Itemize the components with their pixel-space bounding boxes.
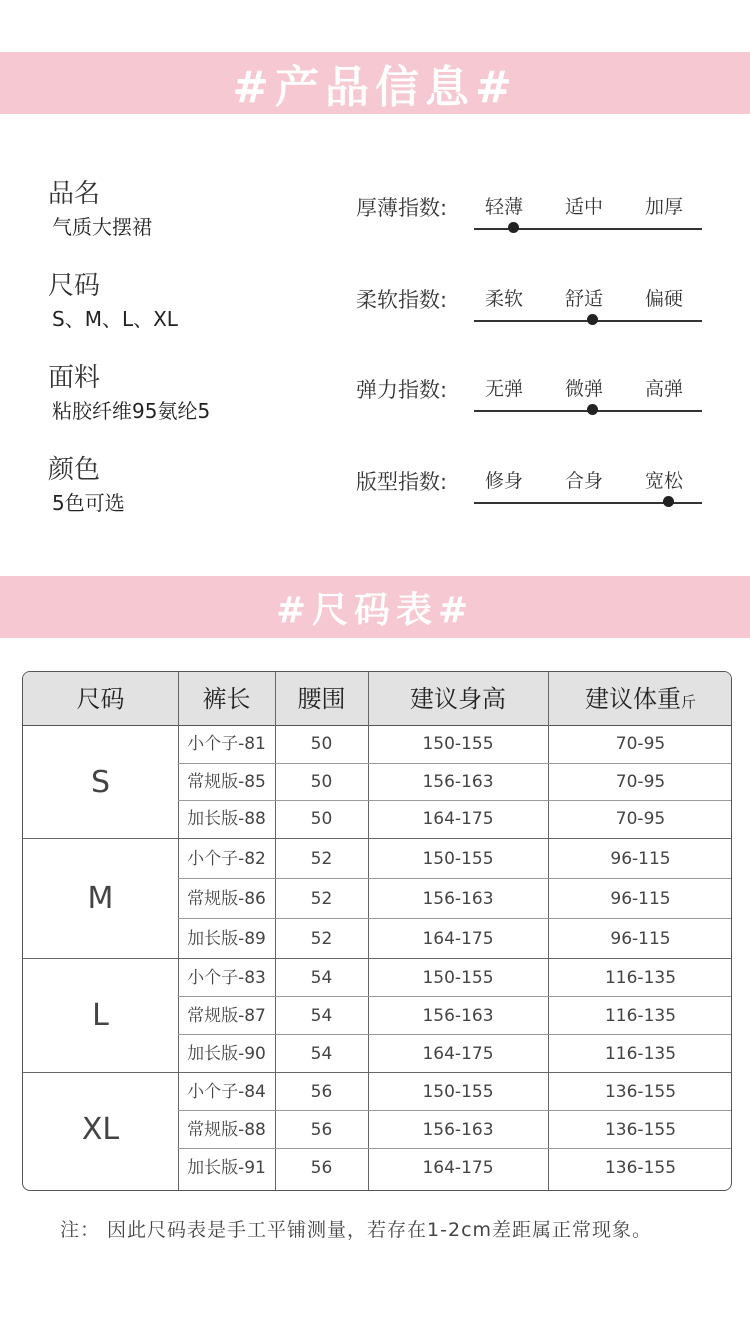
index-option: 加厚	[644, 196, 683, 218]
table-cell: 56	[310, 1120, 333, 1140]
index-row	[356, 458, 716, 518]
table-cell: 52	[310, 889, 333, 909]
info-label-size: 尺码	[48, 271, 101, 301]
table-cell: 156-163	[422, 1006, 494, 1026]
index-row	[356, 366, 716, 426]
size-group	[23, 959, 731, 1073]
table-cell: 加长版-89	[187, 929, 266, 949]
index-label: 柔软指数:	[356, 288, 448, 312]
index-marker	[587, 314, 598, 325]
size-label: S	[90, 765, 111, 800]
table-cell: 小个子-81	[187, 734, 266, 754]
table-cell: 70-95	[615, 809, 666, 830]
table-row	[178, 726, 732, 764]
header-waist: 腰围	[297, 685, 346, 713]
table-row	[178, 839, 732, 879]
index-option: 微弹	[564, 378, 603, 400]
table-cell: 150-155	[422, 849, 494, 869]
index-label: 弹力指数:	[356, 378, 448, 402]
table-cell: 116-135	[604, 968, 677, 988]
table-cell: 164-175	[422, 1158, 494, 1178]
header-height: 建议身高	[410, 685, 506, 713]
table-cell: 150-155	[422, 1082, 494, 1102]
table-cell: 54	[310, 1044, 333, 1064]
header-weight-label: 建议体重	[584, 685, 681, 713]
index-option: 修身	[484, 470, 523, 492]
table-cell: 56	[310, 1082, 333, 1102]
table-cell: 96-115	[610, 849, 671, 869]
index-marker	[663, 496, 674, 507]
table-cell: 150-155	[422, 734, 494, 754]
table-cell: 96-115	[610, 889, 671, 909]
table-cell: 加长版-90	[187, 1044, 266, 1064]
table-cell: 常规版-85	[187, 771, 266, 792]
product-info-list	[48, 176, 328, 518]
info-value-name: 气质大摆裙	[52, 215, 152, 239]
table-cell: 70-95	[615, 734, 666, 754]
table-row	[178, 801, 732, 839]
size-table	[22, 671, 732, 1191]
table-cell: 加长版-88	[187, 809, 266, 830]
info-label-fabric: 面料	[48, 363, 101, 393]
table-cell: 150-155	[422, 968, 494, 988]
table-cell: 156-163	[422, 771, 494, 792]
table-row	[178, 879, 732, 919]
table-row	[178, 1073, 732, 1111]
index-row	[356, 184, 716, 244]
table-cell: 52	[310, 929, 333, 949]
table-cell: 116-135	[604, 1044, 677, 1064]
table-cell: 136-155	[604, 1158, 677, 1178]
table-cell: 136-155	[604, 1082, 677, 1102]
index-option: 偏硬	[644, 288, 683, 310]
table-cell: 136-155	[604, 1120, 677, 1140]
table-cell: 小个子-84	[187, 1082, 266, 1102]
index-option: 适中	[564, 196, 603, 218]
table-cell: 50	[310, 734, 333, 754]
table-row	[178, 919, 732, 959]
info-label-color: 颜色	[48, 455, 101, 485]
table-cell: 常规版-86	[187, 889, 266, 909]
table-cell: 156-163	[422, 1120, 494, 1140]
table-row	[178, 764, 732, 802]
table-row	[178, 997, 732, 1035]
product-info-banner: #产品信息#	[0, 52, 750, 114]
size-group	[23, 1073, 731, 1187]
table-cell: 156-163	[422, 889, 494, 909]
header-length: 裤长	[202, 685, 251, 713]
index-option: 合身	[564, 470, 603, 492]
index-label: 版型指数:	[356, 470, 448, 494]
size-label: M	[87, 881, 114, 916]
index-option: 高弹	[644, 378, 683, 400]
index-option: 柔软	[484, 288, 523, 310]
table-cell: 50	[310, 809, 333, 830]
table-cell: 164-175	[422, 1044, 494, 1064]
table-cell: 常规版-87	[187, 1006, 266, 1026]
table-cell: 50	[310, 771, 333, 792]
size-group	[23, 839, 731, 959]
table-row	[178, 1035, 732, 1073]
table-cell: 70-95	[615, 771, 666, 792]
index-marker	[508, 222, 519, 233]
header-size: 尺码	[76, 685, 125, 713]
index-row	[356, 276, 716, 336]
index-option: 无弹	[484, 378, 523, 400]
header-weight	[548, 672, 732, 726]
table-row	[178, 1149, 732, 1187]
info-value-color: 5色可选	[52, 491, 125, 515]
size-label: L	[92, 998, 109, 1033]
index-option: 轻薄	[484, 196, 523, 218]
info-value-size: S、M、L、XL	[52, 307, 178, 331]
table-cell: 54	[310, 1006, 333, 1026]
measurement-note: 注： 因此尺码表是手工平铺测量，若存在1-2cm差距属正常现象。	[60, 1219, 653, 1241]
index-marker	[587, 404, 598, 415]
index-option: 宽松	[644, 470, 683, 492]
table-cell: 116-135	[604, 1006, 677, 1026]
table-header	[23, 672, 731, 726]
info-value-fabric: 粘胶纤维95氨纶5	[52, 399, 211, 423]
size-group	[23, 726, 731, 839]
table-cell: 56	[310, 1158, 333, 1178]
header-weight-unit: 斤	[680, 693, 696, 711]
index-option: 舒适	[564, 288, 603, 310]
table-cell: 164-175	[422, 929, 494, 949]
size-chart-banner: #尺码表#	[0, 576, 750, 638]
table-cell: 96-115	[610, 929, 671, 949]
table-cell: 常规版-88	[187, 1120, 266, 1140]
table-cell: 小个子-82	[187, 849, 266, 869]
size-label: XL	[81, 1112, 120, 1147]
table-cell: 小个子-83	[187, 968, 266, 988]
info-label-name: 品名	[48, 179, 101, 209]
table-cell: 54	[310, 968, 333, 988]
index-label: 厚薄指数:	[356, 196, 448, 220]
table-row	[178, 1111, 732, 1149]
table-cell: 加长版-91	[187, 1158, 266, 1178]
table-row	[178, 959, 732, 997]
table-cell: 52	[310, 849, 333, 869]
table-cell: 164-175	[422, 809, 494, 830]
